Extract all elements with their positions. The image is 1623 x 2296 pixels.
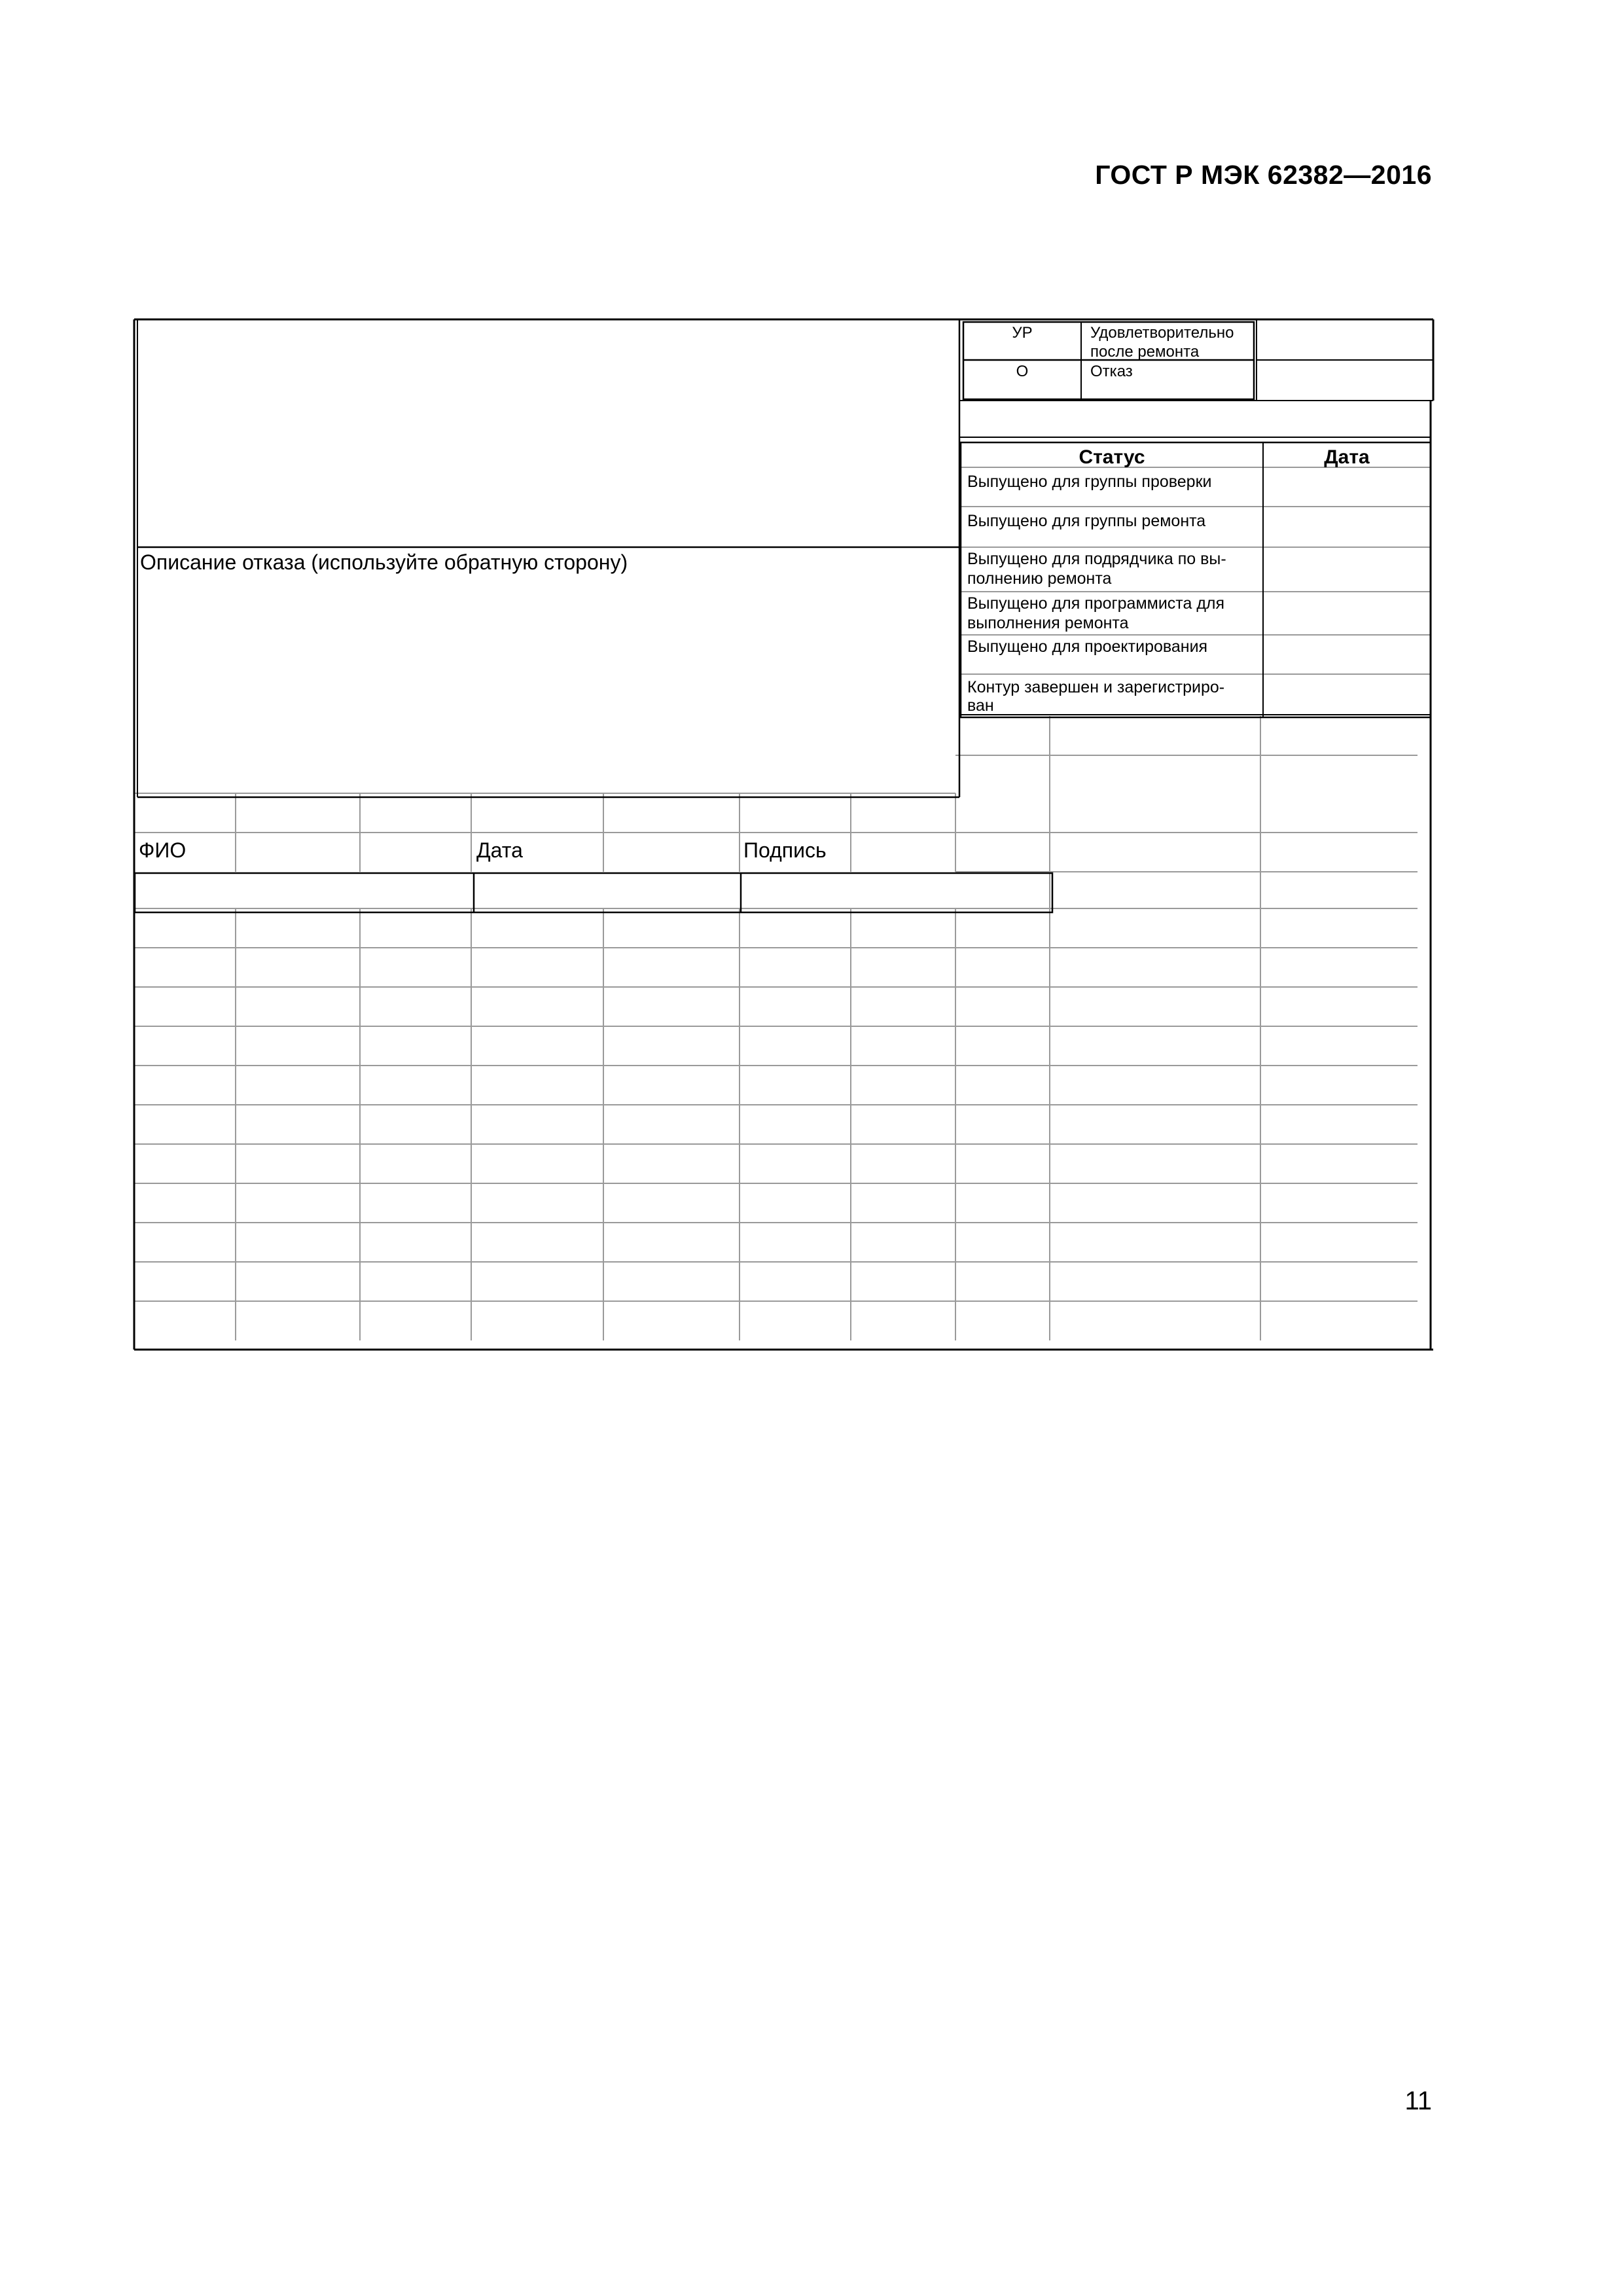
date-label: Дата (476, 838, 523, 862)
date-column-header: Дата (1324, 446, 1370, 468)
status-row-6-line2: ван (967, 696, 994, 715)
page-number: 11 (1404, 2087, 1432, 2115)
legend-code-o: О (1016, 363, 1029, 380)
status-row-5: Выпущено для проектирования (967, 637, 1208, 656)
form-grid (134, 467, 1431, 1340)
name-label: ФИО (139, 838, 187, 862)
legend-code-ur: УР (1012, 324, 1033, 342)
form-borders (134, 319, 1433, 1350)
status-row-1: Выпущено для группы проверки (967, 473, 1212, 491)
status-row-6-line1: Контур завершен и зарегистриро- (967, 678, 1225, 696)
status-row-4-line1: Выпущено для программиста для (967, 594, 1225, 613)
legend-text-o-line1: Отказ (1090, 363, 1133, 380)
status-row-4-line2: выполнения ремонта (967, 614, 1129, 632)
status-column-header: Статус (1079, 446, 1145, 468)
status-row-3-line2: полнению ремонта (967, 569, 1112, 588)
legend-text-ur-line1: Удовлетворительно (1090, 324, 1234, 342)
status-row-2: Выпущено для группы ремонта (967, 512, 1206, 530)
document-header: ГОСТ Р МЭК 62382—2016 (1095, 160, 1432, 190)
signature-label: Подпись (743, 838, 827, 862)
status-row-3-line1: Выпущено для подрядчика по вы- (967, 550, 1226, 568)
failure-description-label: Описание отказа (используйте обратную сторону) (140, 550, 628, 574)
legend-text-ur-line2: после ремонта (1090, 343, 1200, 361)
